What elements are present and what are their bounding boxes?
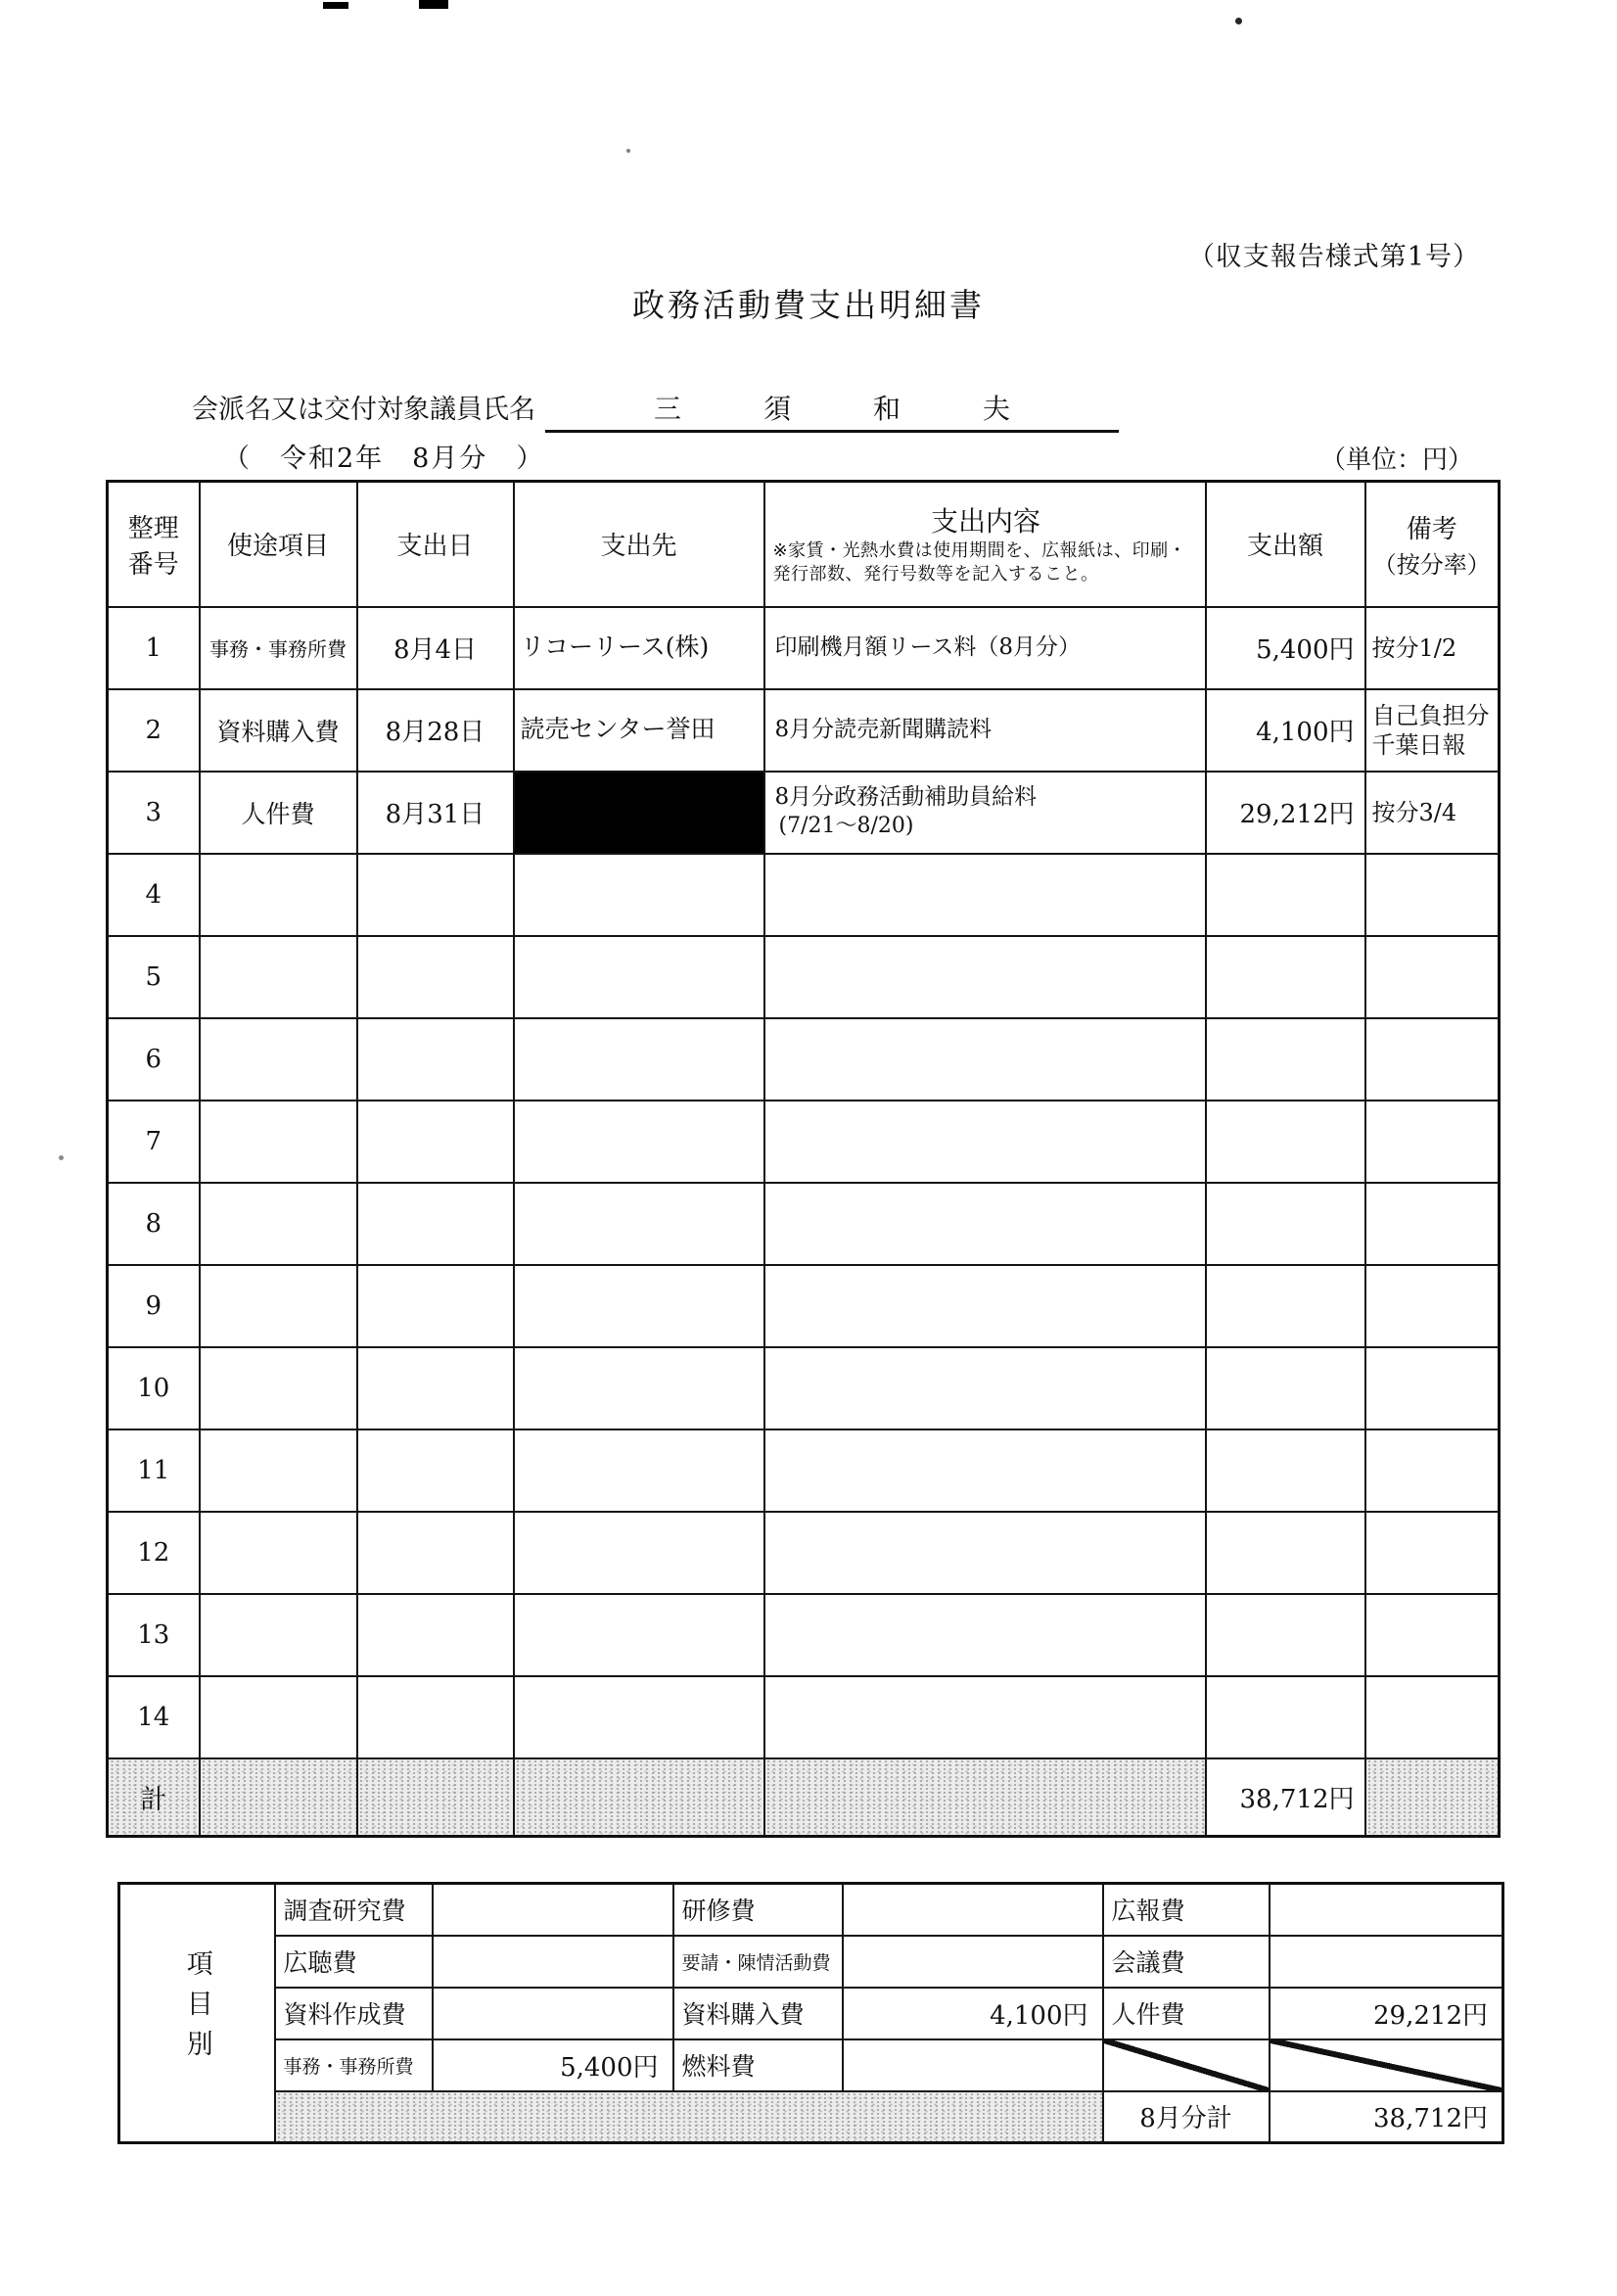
cell-date	[357, 1347, 514, 1429]
summary-total-label: 8月分計	[1103, 2091, 1270, 2143]
cell-payee: 読売センター誉田	[514, 689, 764, 772]
cell-payee	[514, 1512, 764, 1594]
cell-content: 8月分政務活動補助員給料 (7/21～8/20)	[764, 772, 1206, 854]
cell-item	[200, 1429, 357, 1512]
summary-total-amount: 38,712円	[1270, 2091, 1503, 2143]
table-row	[108, 936, 1500, 1018]
table-row	[108, 689, 1500, 772]
cell-date	[357, 1018, 514, 1101]
summary-diagonal-cell	[1103, 2039, 1270, 2091]
cell-payee	[514, 854, 764, 936]
summary-value	[433, 1988, 673, 2039]
scan-artifact	[419, 0, 448, 9]
cell-payee	[514, 1676, 764, 1758]
cell-content	[764, 1101, 1206, 1183]
cell-no: 9	[108, 1265, 200, 1347]
cell-no: 5	[108, 936, 200, 1018]
expense-table-footer	[108, 1758, 1500, 1837]
summary-category: 要請・陳情活動費	[673, 1936, 843, 1988]
cell-amount: 29,212円	[1206, 772, 1365, 854]
summary-value: 29,212円	[1270, 1988, 1503, 2039]
expense-detail-table	[106, 480, 1501, 1838]
total-amount-cell: 38,712円	[1206, 1758, 1365, 1837]
cell-date	[357, 1101, 514, 1183]
header-payment-content	[764, 482, 1206, 607]
cell-note	[1365, 1265, 1500, 1347]
cell-no: 7	[108, 1101, 200, 1183]
table-row	[108, 1101, 1500, 1183]
cell-item	[200, 1183, 357, 1265]
cell-date	[357, 1676, 514, 1758]
cell-payee	[514, 1265, 764, 1347]
cell-amount	[1206, 1101, 1365, 1183]
cell-payee-redacted	[514, 772, 764, 854]
summary-category: 資料作成費	[275, 1988, 433, 2039]
summary-value	[1270, 1884, 1503, 1936]
total-hatched-cell	[200, 1758, 357, 1837]
cell-payee	[514, 936, 764, 1018]
period-label: （ 令和2年 8月分 ）	[223, 444, 545, 474]
cell-date	[357, 1594, 514, 1676]
cell-payee: リコーリース(株)	[514, 607, 764, 689]
cell-note	[1365, 1676, 1500, 1758]
cell-note	[1365, 1429, 1500, 1512]
summary-category: 資料購入費	[673, 1988, 843, 2039]
header-content-note: ※家賃・光熱水費は使用期間を、広報紙は、印刷・発行部数、発行号数等を記入すること。	[772, 540, 1187, 585]
summary-category: 人件費	[1103, 1988, 1270, 2039]
table-row	[108, 1265, 1500, 1347]
page-title: 政務活動費支出明細書	[632, 286, 985, 324]
cell-amount	[1206, 1676, 1365, 1758]
total-hatched-cell	[357, 1758, 514, 1837]
summary-diagonal-cell	[1270, 2039, 1503, 2091]
summary-category: 広聴費	[275, 1936, 433, 1988]
total-label-cell: 計	[108, 1758, 200, 1837]
summary-value	[1270, 1936, 1503, 1988]
cell-amount	[1206, 1594, 1365, 1676]
cell-amount	[1206, 936, 1365, 1018]
cell-no: 11	[108, 1429, 200, 1512]
summary-category: 会議費	[1103, 1936, 1270, 1988]
expense-table-body	[108, 607, 1500, 1758]
summary-side-label: 項目別	[119, 1884, 275, 2143]
cell-payee	[514, 1594, 764, 1676]
scan-artifact	[626, 149, 630, 153]
cell-amount	[1206, 1183, 1365, 1265]
cell-content	[764, 1594, 1206, 1676]
summary-category: 調査研究費	[275, 1884, 433, 1936]
cell-no: 6	[108, 1018, 200, 1101]
cell-date	[357, 854, 514, 936]
cell-item: 事務・事務所費	[200, 607, 357, 689]
cell-payee	[514, 1101, 764, 1183]
cell-item	[200, 1101, 357, 1183]
table-row	[108, 1676, 1500, 1758]
summary-value	[843, 1884, 1103, 1936]
cell-content	[764, 1018, 1206, 1101]
table-row	[108, 1183, 1500, 1265]
cell-item	[200, 1512, 357, 1594]
summary-category: 広報費	[1103, 1884, 1270, 1936]
cell-item	[200, 1676, 357, 1758]
table-row	[108, 607, 1500, 689]
cell-note: 按分1/2	[1365, 607, 1500, 689]
cell-payee	[514, 1018, 764, 1101]
cell-note	[1365, 1101, 1500, 1183]
header-content-title: 支出内容	[930, 505, 1040, 539]
cell-no: 14	[108, 1676, 200, 1758]
cell-item	[200, 1265, 357, 1347]
cell-no: 10	[108, 1347, 200, 1429]
cell-note	[1365, 1183, 1500, 1265]
summary-row	[119, 2039, 1503, 2091]
cell-payee	[514, 1347, 764, 1429]
member-name-line	[192, 388, 1119, 433]
member-name-value: 三 須 和 夫	[545, 388, 1119, 433]
header-amount: 支出額	[1206, 482, 1365, 607]
cell-date: 8月28日	[357, 689, 514, 772]
header-row	[108, 482, 1500, 607]
summary-total-row	[119, 2091, 1503, 2143]
cell-content	[764, 1265, 1206, 1347]
cell-payee	[514, 1183, 764, 1265]
cell-date	[357, 1512, 514, 1594]
total-row	[108, 1758, 1500, 1837]
cell-content	[764, 1183, 1206, 1265]
cell-note	[1365, 1347, 1500, 1429]
cell-date	[357, 936, 514, 1018]
cell-amount: 5,400円	[1206, 607, 1365, 689]
total-hatched-cell	[514, 1758, 764, 1837]
summary-hatched-cell	[275, 2091, 1103, 2143]
cell-no: 2	[108, 689, 200, 772]
cell-no: 1	[108, 607, 200, 689]
member-name-label: 会派名又は交付対象議員氏名	[192, 395, 535, 425]
cell-no: 13	[108, 1594, 200, 1676]
cell-item: 人件費	[200, 772, 357, 854]
summary-row	[119, 1936, 1503, 1988]
cell-item	[200, 1594, 357, 1676]
cell-content	[764, 1347, 1206, 1429]
summary-value	[433, 1884, 673, 1936]
table-row	[108, 1429, 1500, 1512]
header-serial-number: 整理 番号	[108, 482, 200, 607]
table-row	[108, 854, 1500, 936]
summary-value	[433, 1936, 673, 1988]
summary-row	[119, 1884, 1503, 1936]
form-code-label: （収支報告様式第1号）	[1187, 242, 1480, 272]
cell-no: 8	[108, 1183, 200, 1265]
cell-content	[764, 1676, 1206, 1758]
cell-note	[1365, 854, 1500, 936]
header-payee: 支出先	[514, 482, 764, 607]
summary-value: 4,100円	[843, 1988, 1103, 2039]
cell-note	[1365, 936, 1500, 1018]
cell-content	[764, 1429, 1206, 1512]
cell-amount	[1206, 1512, 1365, 1594]
cell-date	[357, 1183, 514, 1265]
cell-note: 按分3/4	[1365, 772, 1500, 854]
scan-artifact	[59, 1155, 64, 1160]
cell-amount	[1206, 1347, 1365, 1429]
cell-note: 自己負担分千葉日報	[1365, 689, 1500, 772]
summary-row	[119, 1988, 1503, 2039]
cell-content: 印刷機月額リース料（8月分）	[764, 607, 1206, 689]
header-remarks: 備考 （按分率）	[1365, 482, 1500, 607]
table-row	[108, 1347, 1500, 1429]
cell-no: 4	[108, 854, 200, 936]
cell-date	[357, 1429, 514, 1512]
cell-item	[200, 854, 357, 936]
table-row	[108, 1018, 1500, 1101]
cell-content: 8月分読売新聞購読料	[764, 689, 1206, 772]
header-payment-date: 支出日	[357, 482, 514, 607]
summary-value: 5,400円	[433, 2039, 673, 2091]
cell-content	[764, 1512, 1206, 1594]
cell-no: 12	[108, 1512, 200, 1594]
cell-amount	[1206, 1429, 1365, 1512]
table-row	[108, 1594, 1500, 1676]
cell-amount: 4,100円	[1206, 689, 1365, 772]
cell-no: 3	[108, 772, 200, 854]
cell-item: 資料購入費	[200, 689, 357, 772]
cell-content	[764, 936, 1206, 1018]
cell-date	[357, 1265, 514, 1347]
summary-category: 研修費	[673, 1884, 843, 1936]
cell-note	[1365, 1512, 1500, 1594]
cell-amount	[1206, 854, 1365, 936]
category-summary-table	[117, 1882, 1504, 2144]
cell-note	[1365, 1018, 1500, 1101]
table-row	[108, 1512, 1500, 1594]
cell-item	[200, 936, 357, 1018]
cell-item	[200, 1347, 357, 1429]
scan-artifact	[1235, 18, 1242, 24]
expense-table-header	[108, 482, 1500, 607]
scan-artifact	[323, 2, 348, 9]
total-hatched-cell	[764, 1758, 1206, 1837]
cell-payee	[514, 1429, 764, 1512]
cell-note	[1365, 1594, 1500, 1676]
header-expense-item: 使途項目	[200, 482, 357, 607]
summary-category: 事務・事務所費	[275, 2039, 433, 2091]
unit-note: （単位：円）	[1319, 445, 1473, 475]
cell-date: 8月31日	[357, 772, 514, 854]
cell-item	[200, 1018, 357, 1101]
summary-value	[843, 2039, 1103, 2091]
cell-date: 8月4日	[357, 607, 514, 689]
cell-content	[764, 854, 1206, 936]
cell-amount	[1206, 1018, 1365, 1101]
summary-value	[843, 1936, 1103, 1988]
table-row	[108, 772, 1500, 854]
cell-amount	[1206, 1265, 1365, 1347]
summary-category: 燃料費	[673, 2039, 843, 2091]
total-hatched-cell	[1365, 1758, 1500, 1837]
